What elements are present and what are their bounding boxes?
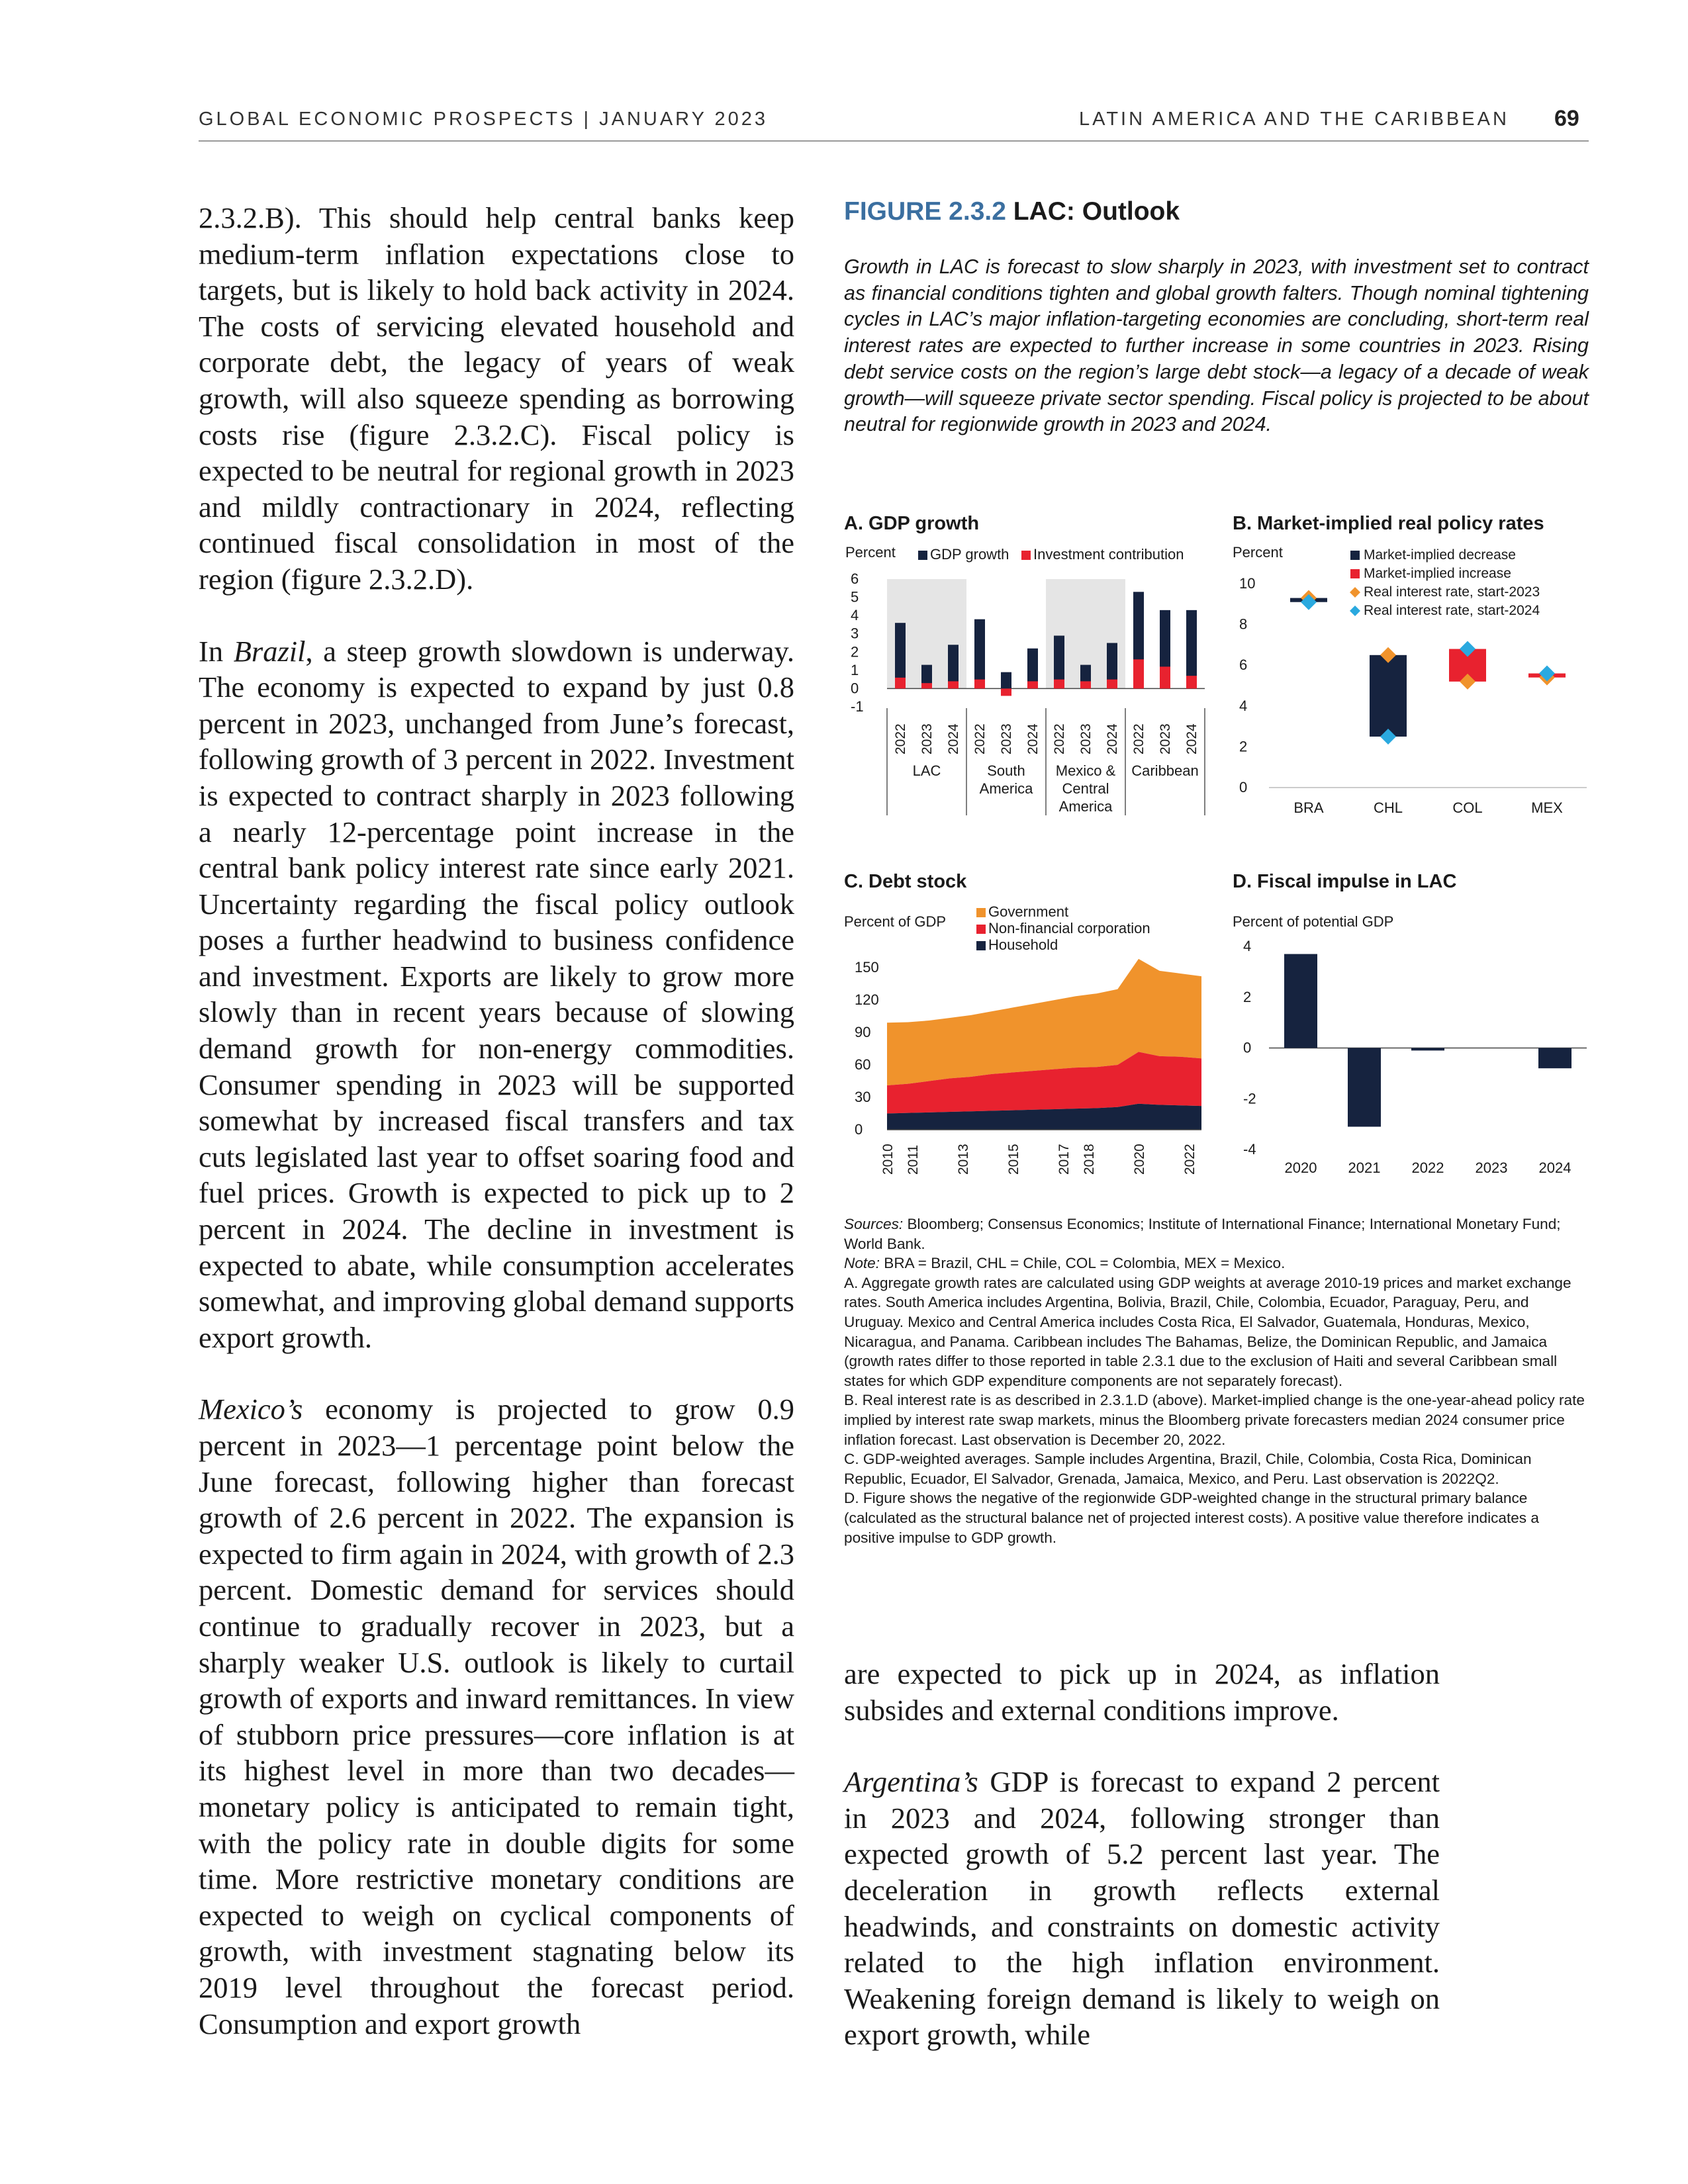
y-tick-label: 4 [1239,697,1248,714]
panel-d-title: D. Fiscal impulse in LAC [1233,871,1457,892]
x-tick-year: 2023 [1078,723,1094,754]
y-tick-label: -2 [1243,1090,1256,1107]
y-tick-label: 6 [851,570,859,587]
y-tick-label: 10 [1239,575,1256,592]
sources-label: Sources: [844,1216,904,1232]
x-tick-year: 2024 [1184,723,1199,754]
legend-increase-label: Market-implied increase [1364,566,1511,581]
impulse-bar-2024 [1538,1048,1571,1069]
x-tick-label: 2011 [906,1144,921,1175]
y-axis-label: Percent of GDP [844,913,947,930]
note-d: D. Figure shows the negative of the regionwide GDP-weighted change in the structural primary balance (calculated as the structural balance net of projected interest costs). A positive value therefore indicates a positive impulse to GDP growth. [844,1490,1539,1546]
investment-bar [921,683,932,688]
x-tick-year: 2022 [1052,723,1067,754]
gdp-bar [1001,672,1011,689]
legend-start-2024-swatch [1350,606,1360,616]
investment-bar [1054,680,1064,689]
y-tick-label: 0 [1239,779,1248,796]
investment-bar [1001,688,1011,696]
legend-swatch-investment [1021,551,1031,560]
group-label: America [979,780,1033,797]
x-tick-year: 2022 [893,723,908,754]
y-tick-label: 0 [851,680,859,697]
country-brazil: Brazil [233,634,306,668]
note-c: C. GDP-weighted averages. Sample includes Argentina, Brazil, Chile, Colombia, Costa Rica, Dominican Republic, Ecuador, El Salvador, Grenada, Jamaica, Mexico, and Peru. Last observation is 2022Q2. [844,1451,1532,1487]
y-tick-label: 8 [1239,615,1248,633]
note-a: A. Aggregate growth rates are calculated using GDP weights at average 2010-19 prices and market exchange rates. South America includes Argentina, Bolivia, Brazil, Chile, Colombia, Ecuador, Paraguay, Peru, and Uruguay. Mexico and Central America includes Costa Rica, El Salvador, Guatemala, Honduras, Mexico, Nicaragua, and Panama. Caribbean includes The Bahamas, Belize, the Dominican Republic, and Jamaica (growth rates differ to those reported in table 2.3.1 due to the exclusion of Haiti and several Caribbean small states for which GDP expenditure components are not separately forecast). [844,1274,1571,1389]
x-tick-year: 2023 [999,723,1014,754]
panel-a-title: A. GDP growth [844,513,980,534]
note-b: B. Real interest rate is as described in 2.3.1.D (above). Market-implied change is the one-year-ahead policy rate implied by interest rate swap markets, minus the Bloomberg private forecasters median 2024 consumer price inflation forecast. Last observation is December 20, 2022. [844,1392,1585,1448]
country-mexico: Mexico’s [199,1392,303,1426]
x-tick-label: COL [1452,799,1483,816]
impulse-bar-2021 [1348,1048,1381,1127]
x-tick-year: 2023 [919,723,935,754]
x-tick-label: 2022 [1411,1160,1444,1176]
chart-gdp-growth [844,543,1208,821]
x-tick-label: 2020 [1284,1160,1317,1176]
figure-notes [844,1214,1585,1547]
y-tick-label: 5 [851,588,859,606]
paragraph-lead: In [199,634,234,668]
y-tick-label: 0 [855,1121,863,1138]
x-tick-label: BRA [1293,799,1324,816]
group-label: South [987,762,1025,779]
investment-bar [1107,680,1117,689]
figure-number: FIGURE 2.3.2 [844,197,1006,226]
country-argentina: Argentina’s [844,1765,978,1799]
investment-bar [948,681,959,688]
legend-swatch [976,925,986,934]
x-tick-year: 2024 [1105,723,1120,754]
paragraph-argentina [844,1764,1440,2053]
chart-real-policy-rates [1233,543,1590,821]
y-axis-label: Percent of potential GDP [1233,913,1394,930]
legend-decrease-swatch [1350,551,1360,560]
investment-bar [1186,676,1197,688]
x-tick-year: 2024 [1025,723,1041,754]
figure-title-text: LAC: Outlook [1006,197,1180,226]
gdp-bar [974,619,985,689]
y-tick-label: 0 [1243,1039,1252,1056]
figure-caption: Growth in LAC is forecast to slow sharply in 2023, with investment set to contract as financial conditions tighten and global growth falters. Though nominal tightening cycles in LAC’s major inflation-targeting economies are concluding, short-term real interest rates are expected to further increase in some countries in 2023. Rising debt service costs on the region’s large debt stock—a legacy of a decade of weak growth—will squeeze private sector spending. Fiscal policy is projected to be about neutral for regionwide growth in 2023 and 2024. [844,255,1589,436]
investment-bar [1027,681,1038,688]
x-tick-year: 2024 [946,723,961,754]
running-header-title: GLOBAL ECONOMIC PROSPECTS | JANUARY 2023 [199,109,768,130]
group-label: America [1058,798,1113,815]
y-tick-label: 4 [1243,938,1252,954]
legend-swatch-gdp [918,551,927,560]
investment-bar [1080,681,1091,688]
y-axis-label: Percent [1233,544,1283,561]
paragraph-continued: 2.3.2.B). This should help central banks keep medium-term inflation expectations close to targets, but is likely to hold back activity in 2024. The costs of servicing elevated household and corporate debt, the legacy of years of weak growth, will also squeeze spending as borrowing costs rise (figure 2.3.2.C). Fiscal policy is expected to be neutral for regional growth in 2023 and mildly contractionary in 2024, reflecting continued fiscal consolidation in most of the region (figure 2.3.2.D). [199,201,794,596]
legend-label: Non-financial corporation [988,920,1150,936]
y-tick-label: -4 [1243,1141,1256,1158]
page-number: 69 [1554,106,1579,131]
y-tick-label: 30 [855,1089,871,1105]
sources-line [844,1214,1585,1253]
investment-bar [1160,666,1170,688]
figure-title [844,197,1180,226]
x-tick-label: 2021 [1348,1160,1381,1176]
x-tick-label: CHL [1373,799,1403,816]
right-text-column [844,1656,1440,2053]
x-tick-label: 2017 [1056,1144,1072,1175]
investment-bar [1133,659,1144,688]
y-tick-label: 1 [851,661,859,678]
y-tick-label: 6 [1239,657,1248,674]
paragraph-mexico [199,1391,794,2042]
paragraph-continued-right: are expected to pick up in 2024, as inflation subsides and external conditions improve. [844,1657,1440,1727]
paragraph-brazil [199,633,794,1356]
left-text-column [199,200,794,2042]
y-tick-label: 4 [851,607,859,624]
y-tick-label: 2 [851,643,859,660]
paragraph-argentina-text: GDP is forecast to expand 2 percent in 2023 and 2024, following stronger than expected growth of 5.2 percent last year. The deceleration in growth reflects external headwinds, and constraints on domestic activity related to the high inflation environment. Weakening foreign demand is likely to weigh on export growth, while [844,1765,1440,2052]
x-tick-label: 2018 [1082,1144,1097,1175]
y-tick-label: 90 [855,1024,871,1040]
group-label: Caribbean [1131,762,1199,779]
group-label: Central [1062,780,1109,797]
y-tick-label: 120 [855,991,879,1008]
x-tick-label: 2010 [880,1144,896,1175]
legend-start-2024-label: Real interest rate, start-2024 [1364,603,1540,618]
chart-fiscal-impulse [1233,900,1590,1185]
y-tick-label: 150 [855,959,879,976]
legend-start-2023-label: Real interest rate, start-2023 [1364,584,1540,600]
x-tick-year: 2022 [1131,723,1147,754]
legend-label-gdp: GDP growth [930,546,1009,563]
y-axis-label: Percent [845,544,896,561]
x-tick-label: 2022 [1182,1144,1197,1175]
x-tick-label: 2020 [1132,1144,1147,1175]
legend-swatch [976,941,986,950]
y-tick-label: -1 [851,698,864,715]
legend-increase-swatch [1350,569,1360,578]
legend-start-2023-swatch [1350,587,1360,598]
x-tick-label: 2013 [956,1144,971,1175]
group-label: LAC [912,762,941,779]
x-tick-label: 2015 [1006,1144,1021,1175]
x-tick-year: 2023 [1158,723,1173,754]
note-label: Note: [844,1255,880,1272]
sources-text: Bloomberg; Consensus Economics; Institute of International Finance; International Monetary Fund; World Bank. [844,1216,1561,1252]
note-line [844,1253,1585,1273]
group-label: Mexico & [1055,762,1116,779]
panel-b-title: B. Market-implied real policy rates [1233,513,1544,534]
panel-c-title: C. Debt stock [844,871,967,892]
legend-decrease-label: Market-implied decrease [1364,547,1516,563]
x-tick-year: 2022 [972,723,988,754]
y-tick-label: 60 [855,1056,871,1073]
range-bar-chl [1370,655,1407,737]
investment-bar [895,678,906,689]
x-tick-label: MEX [1531,799,1563,816]
investment-bar [974,680,985,689]
legend-label: Government [988,903,1069,920]
legend-label: Household [988,936,1058,953]
running-header-chapter: LATIN AMERICA AND THE CARIBBEAN [1079,109,1509,130]
paragraph-brazil-text: , a steep growth slowdown is underway. The economy is expected to expand by just 0.8 percent in 2023, unchanged from June’s forecast, following growth of 3 percent in 2022. Investment is expected to contract sharply in 2023 following a nearly 12-percentage point increase in the central bank policy interest rate since early 2021. Uncertainty regarding the fiscal policy outlook poses a further headwind to business confidence and investment. Exports are likely to grow more slowly than in recent years because of slowing demand growth for non-energy commodities. Consumer spending in 2023 will be supported somewhat by increased fiscal transfers and tax cuts legislated last year to offset soaring food and fuel prices. Growth is expected to pick up to 2 percent in 2024. The decline in investment is expected to abate, while consumption accelerates somewhat, and improving global demand supports export growth. [199,634,794,1354]
chart-debt-stock [844,900,1208,1185]
x-tick-label: 2024 [1538,1160,1571,1176]
y-tick-label: 2 [1243,988,1252,1005]
impulse-bar-2020 [1284,954,1317,1048]
legend-swatch [976,908,986,917]
impulse-bar-2022 [1411,1048,1444,1051]
y-tick-label: 2 [1239,738,1248,755]
note-text: BRA = Brazil, CHL = Chile, COL = Colombia, MEX = Mexico. [880,1255,1286,1272]
y-tick-label: 3 [851,625,859,642]
header-rule [199,140,1589,142]
x-tick-label: 2023 [1475,1160,1508,1176]
legend-label-investment: Investment contribution [1033,546,1184,563]
paragraph-mexico-text: economy is projected to grow 0.9 percent in 2023—1 percentage point below the June forecast, following higher than forecast growth of 2.6 percent in 2022. The expansion is expected to firm again in 2024, with growth of 2.3 percent. Domestic demand for services should continue to gradually recover in 2023, but a sharply weaker U.S. outlook is likely to curtail growth of exports and inward remittances. In view of stubborn price pressures—core inflation is at its highest level in more than two decades—monetary policy is anticipated to remain tight, with the policy rate in double digits for some time. More restrictive monetary conditions are expected to weigh on cyclical components of growth, with investment stagnating below its 2019 level throughout the forecast period. Consumption and export growth [199,1392,794,2040]
